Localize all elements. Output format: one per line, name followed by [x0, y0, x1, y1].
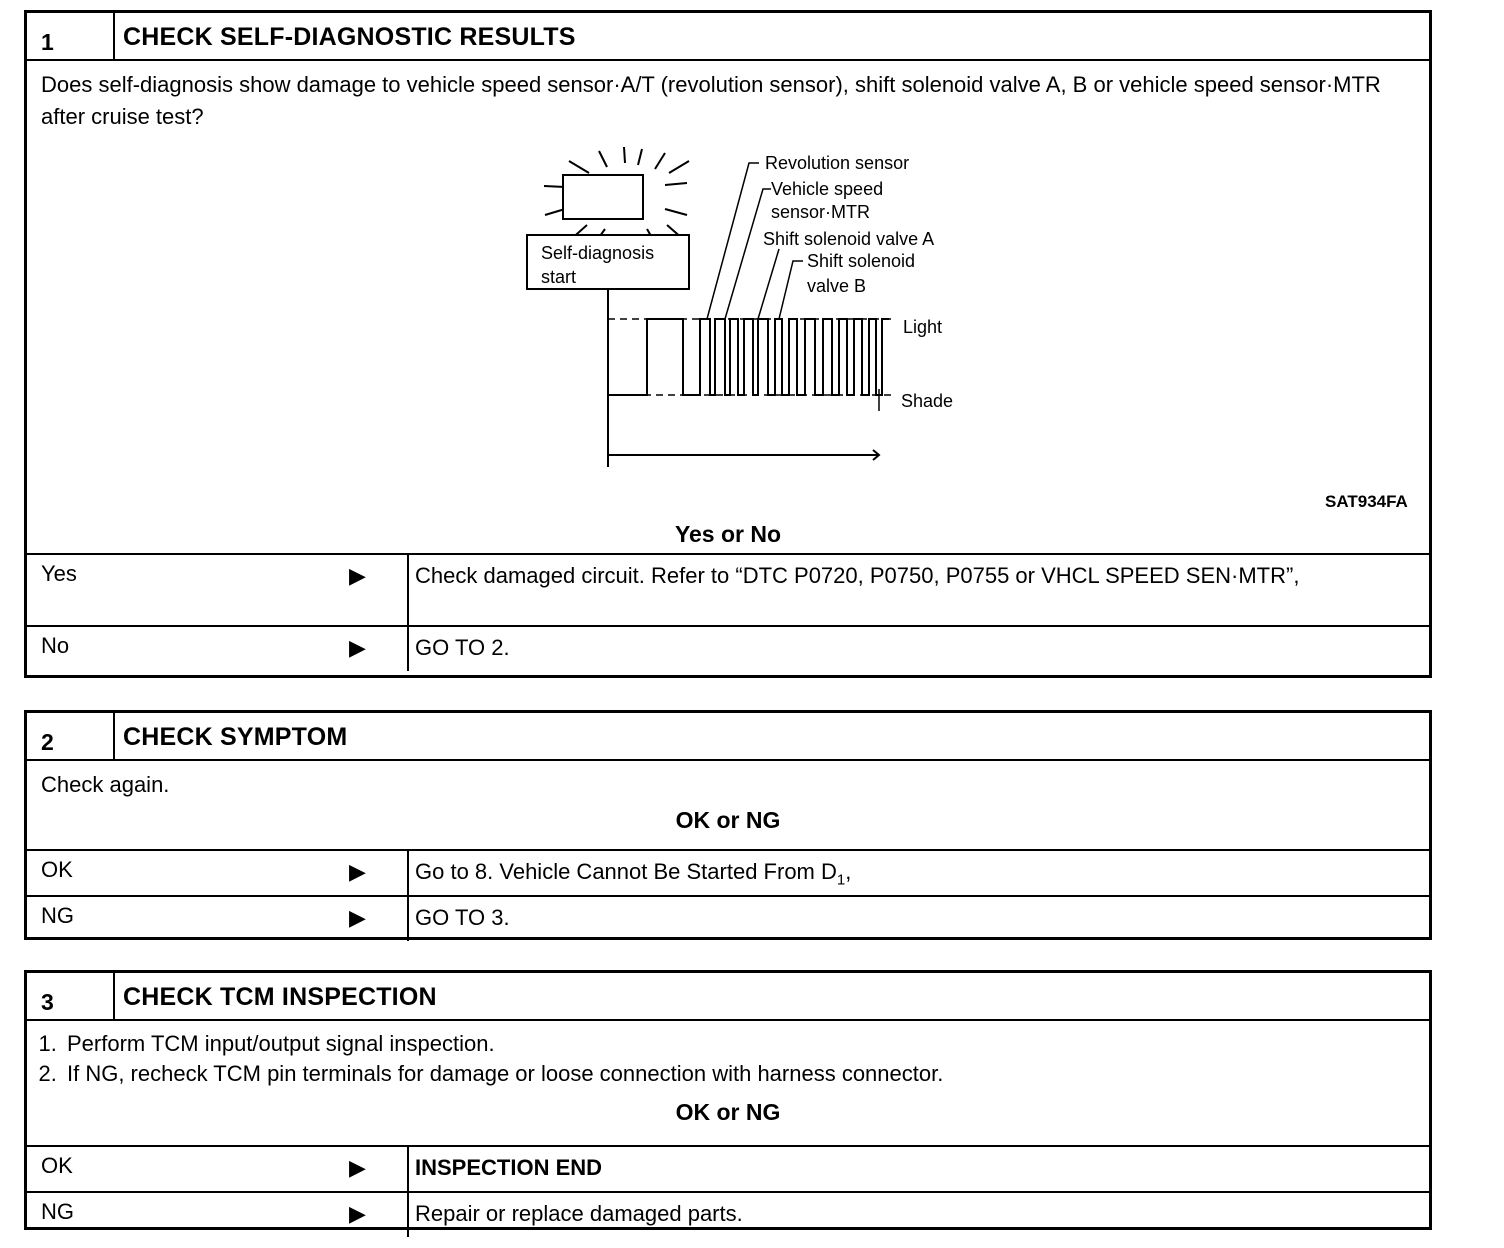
step-1-box [24, 10, 1432, 678]
step-2-box [24, 710, 1432, 940]
answer-row-yes [27, 553, 1429, 625]
action-text: Repair or replace damaged parts. [415, 1201, 743, 1226]
instruction-item: 2. If NG, recheck TCM pin terminals for damage or loose connection with harness connector. [63, 1059, 1415, 1089]
action-text: INSPECTION END [415, 1155, 603, 1180]
play-arrow-icon: ▶ [349, 905, 366, 930]
verdict-label: Yes or No [674, 521, 782, 547]
answer-label [27, 627, 409, 671]
answer-label [27, 897, 409, 941]
instruction-item: 1. Perform TCM input/output signal inspection. [63, 1029, 1415, 1059]
answer-text: NG [41, 903, 74, 928]
answer-row-ng [27, 1191, 1429, 1237]
step-number: 2 [27, 713, 115, 759]
step-title: CHECK SYMPTOM [123, 723, 348, 751]
step-3-box [24, 970, 1432, 1230]
step-title: CHECK TCM INSPECTION [123, 983, 437, 1011]
answer-label [27, 1193, 409, 1237]
action-text: Go to 8. Vehicle Cannot Be Started From $D_1$, [415, 859, 852, 889]
lamp-label-line2: start [541, 267, 577, 287]
step-instructions [27, 1021, 1429, 1097]
answer-text: Yes [41, 561, 77, 586]
label-light: Light [903, 317, 943, 337]
label-solenoid-b-line1: Shift solenoid [807, 251, 916, 271]
label-solenoid-a: Shift solenoid valve A [763, 229, 935, 249]
play-arrow-icon: ▶ [349, 563, 366, 588]
action-text: GO TO 2. [415, 635, 510, 660]
play-arrow-icon: ▶ [349, 1201, 366, 1226]
action-text: GO TO 3. [415, 905, 510, 930]
label-vss-line1: Vehicle speed [771, 179, 884, 199]
answer-row-ok [27, 1145, 1429, 1191]
play-arrow-icon: ▶ [349, 1155, 366, 1180]
step-title: CHECK SELF-DIAGNOSTIC RESULTS [123, 23, 576, 51]
answer-row-ng [27, 895, 1429, 941]
action-text: Check damaged circuit. Refer to “DTC P0720, P0750, P0755 or VHCL SPEED SEN·MTR”, [415, 563, 1300, 588]
lamp-icon [563, 175, 643, 219]
answer-label [27, 555, 409, 625]
lamp-label-line1: Self-diagnosis [541, 243, 655, 263]
step-number: 1 [27, 13, 115, 59]
step-question: Does self-diagnosis show damage to vehicle speed sensor·A/T (revolution sensor), shift solenoid valve A, B or vehicle speed sensor·MTR after cruise test? [41, 72, 1381, 129]
self-diagnosis-diagram [27, 133, 1427, 513]
answer-text: No [41, 633, 70, 658]
step-number: 3 [27, 973, 115, 1019]
step-header [27, 713, 1429, 761]
answer-row-ok [27, 849, 1429, 895]
step-header [27, 13, 1429, 61]
label-shade: Shade [901, 391, 954, 411]
label-solenoid-b-line2: valve B [807, 276, 867, 296]
answer-row-no [27, 625, 1429, 671]
answer-text: OK [41, 1153, 73, 1178]
play-arrow-icon: ▶ [349, 635, 366, 660]
signal-waveform [608, 319, 889, 395]
answer-label [27, 1147, 409, 1191]
step-header [27, 973, 1429, 1021]
answer-label [27, 851, 409, 895]
step-question: Check again. [41, 772, 170, 797]
verdict-label: OK or NG [675, 807, 781, 833]
answer-text: OK [41, 857, 73, 882]
verdict-label: OK or NG [675, 1099, 781, 1125]
answer-text: NG [41, 1199, 74, 1224]
play-arrow-icon: ▶ [349, 859, 366, 884]
label-revolution-sensor: Revolution sensor [765, 153, 910, 173]
label-vss-line2: sensor·MTR [771, 202, 871, 222]
figure-code: SAT934FA [1325, 492, 1408, 511]
